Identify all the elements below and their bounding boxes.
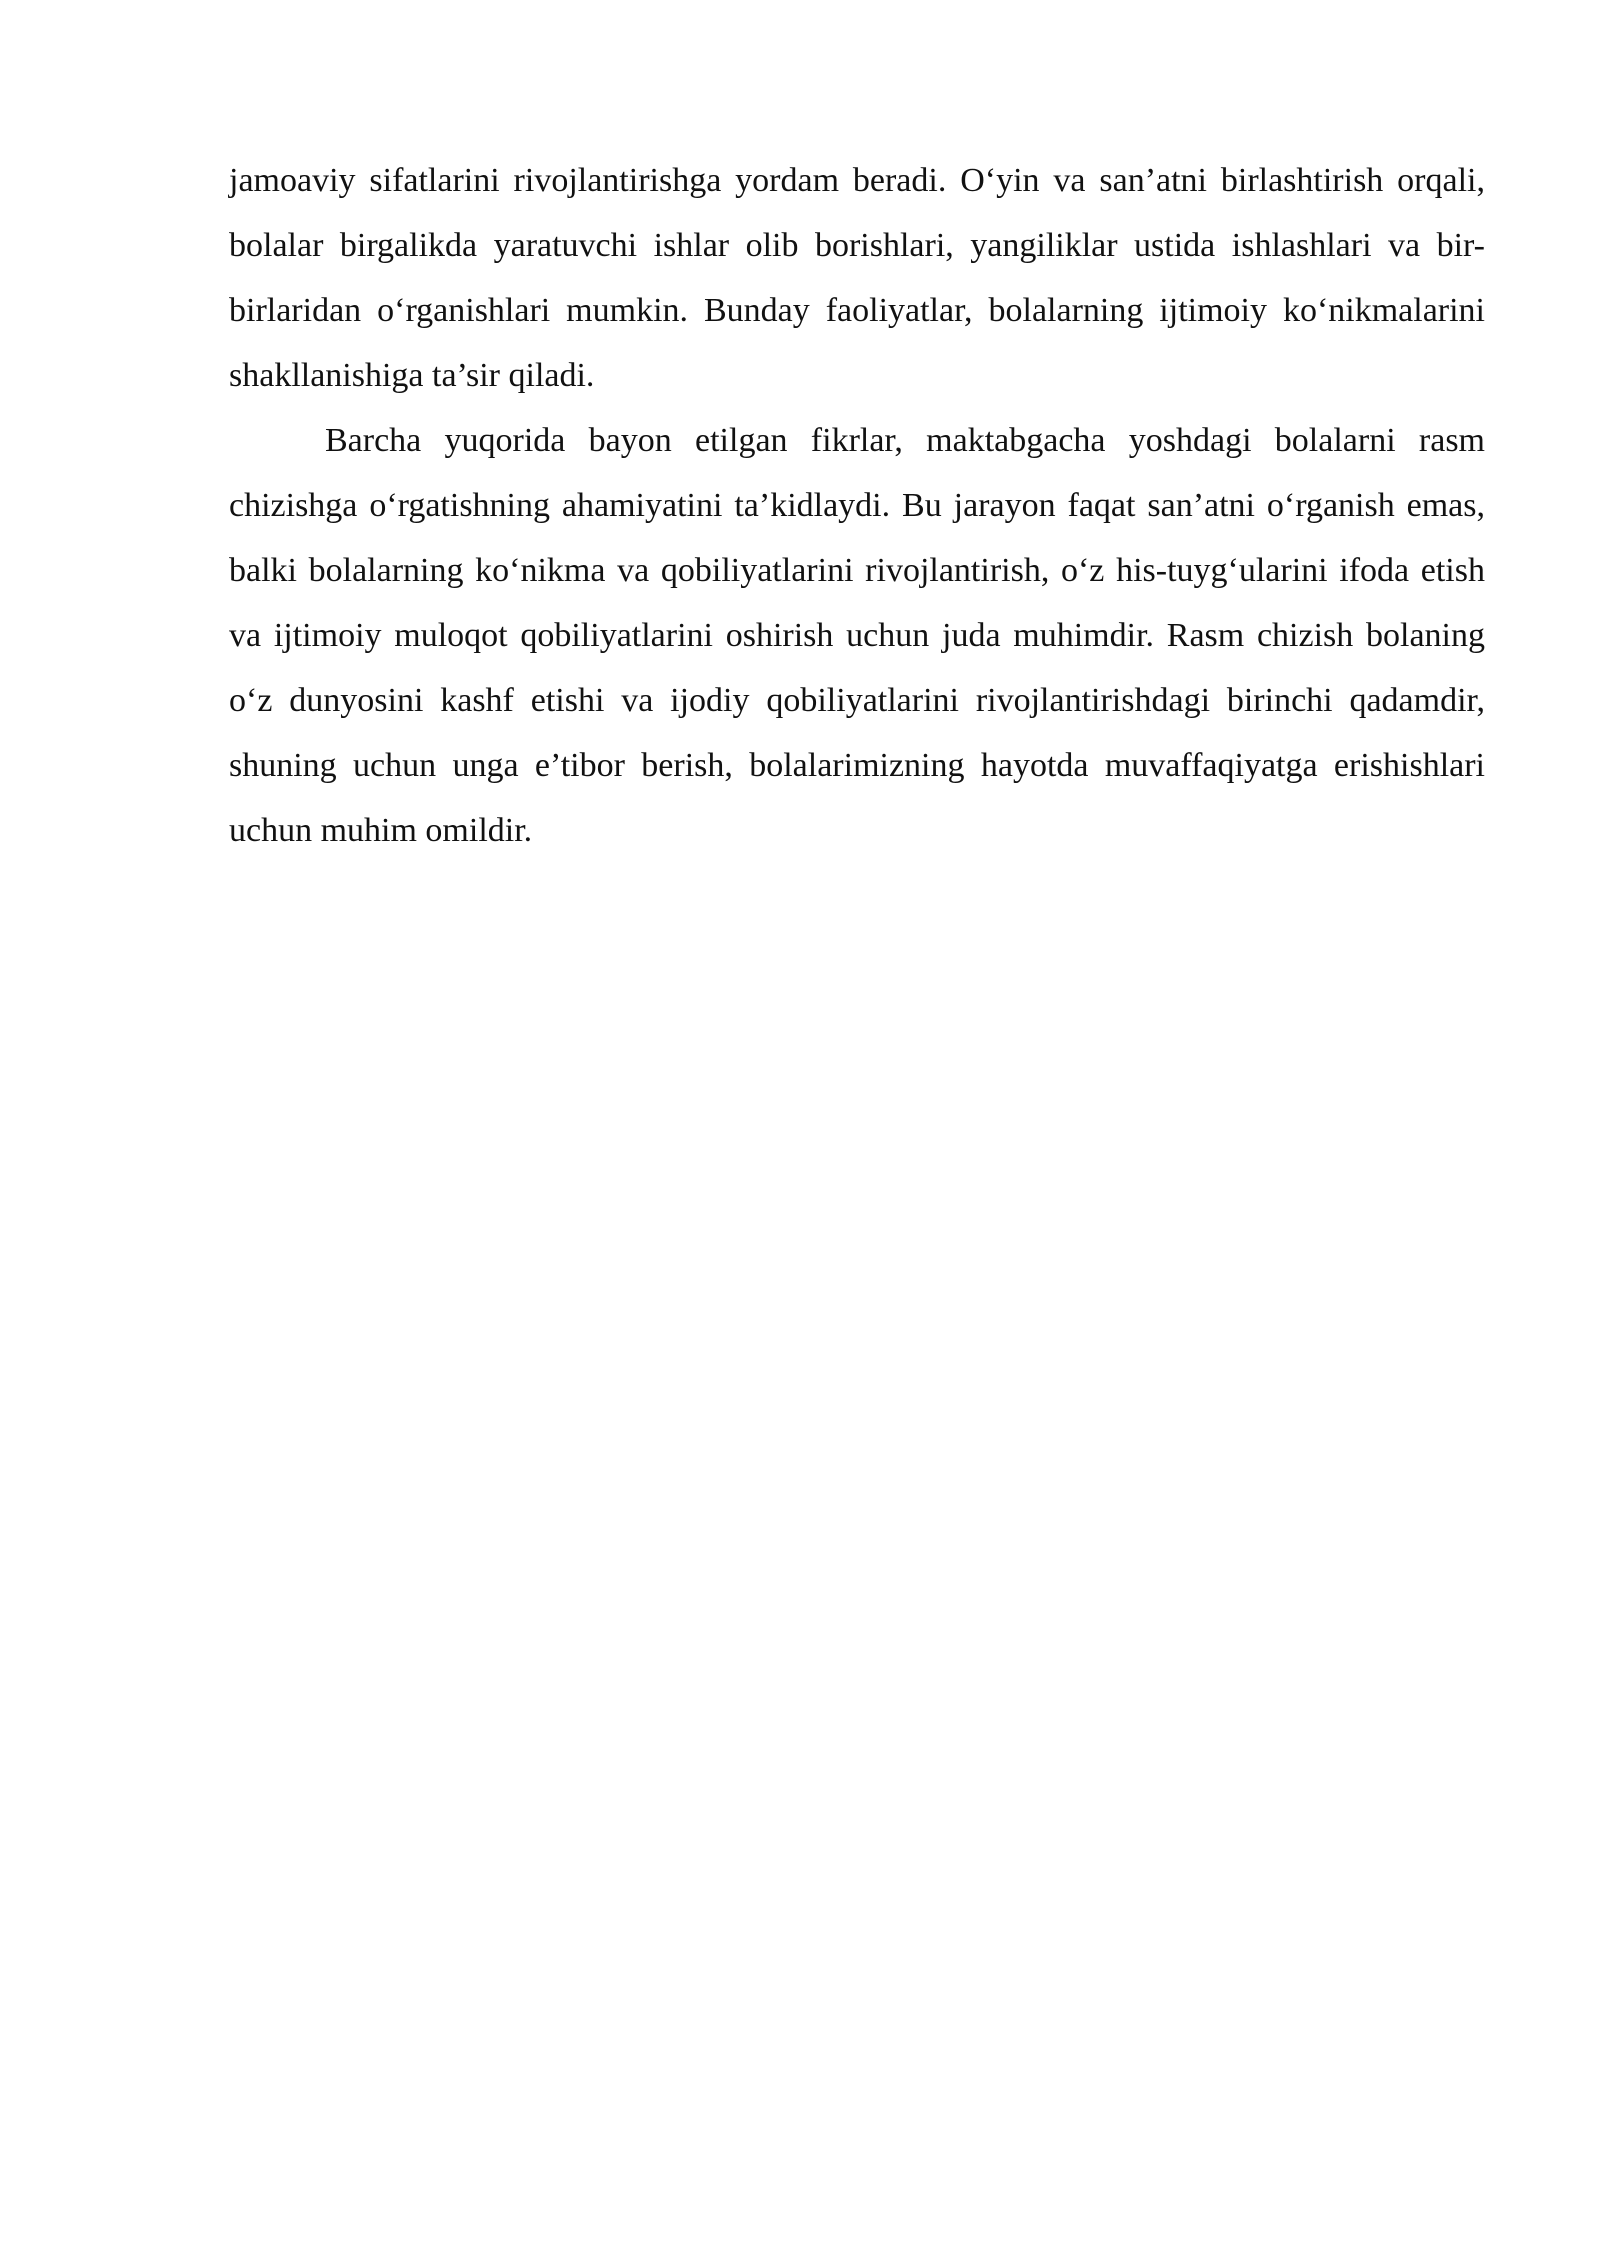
body-text xyxy=(229,148,1485,863)
paragraph-continuation: jamoaviy sifatlarini rivojlantirishga yordam beradi. O‘yin va san’atni birlashtirish orqali, bolalar birgalikda yaratuvchi ishlar olib borishlari, yangiliklar ustida ishlashlari va bir-birlaridan o‘rganishlari mumkin. Bunday faoliyatlar, bolalarning ijtimoiy ko‘nikmalarini shakllanishiga ta’sir qiladi. xyxy=(229,162,1485,394)
paragraph-conclusion: Barcha yuqorida bayon etilgan fikrlar, maktabgacha yoshdagi bolalarni rasm chizishga o‘rgatishning ahamiyatini ta’kidlaydi. Bu jarayon faqat san’atni o‘rganish emas, balki bolalarning ko‘nikma va qobiliyatlarini rivojlantirish, o‘z his-tuyg‘ularini ifoda etish va ijtimoiy muloqot qobiliyatlarini oshirish uchun juda muhimdir. Rasm chizish bolaning o‘z dunyosini kashf etishi va ijodiy qobiliyatlarini rivojlantirishdagi birinchi qadamdir, shuning uchun unga e’tibor berish, bolalarimizning hayotda muvaffaqiyatga erishishlari uchun muhim omildir. xyxy=(229,422,1485,849)
